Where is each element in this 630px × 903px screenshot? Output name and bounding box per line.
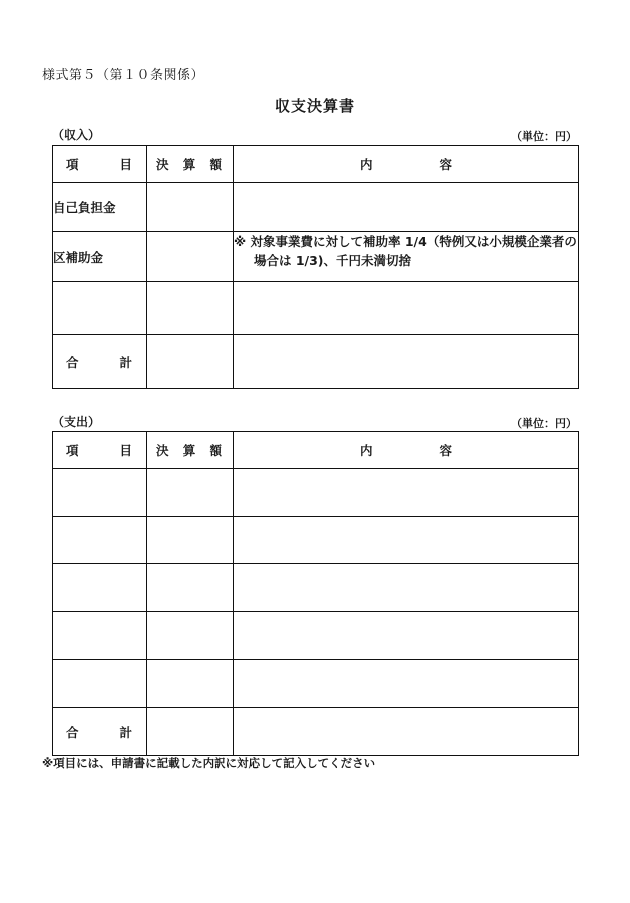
expense-item-cell[interactable] (53, 517, 147, 564)
income-header-item (53, 146, 147, 183)
header-amount-char: 額 (209, 157, 222, 172)
income-content-cell[interactable] (234, 282, 579, 335)
total-char: 合 (66, 354, 79, 370)
expense-item-cell[interactable] (53, 612, 147, 660)
income-table (52, 145, 579, 389)
expense-header-row (53, 432, 579, 469)
expense-total-row (53, 708, 579, 756)
expense-header-content (234, 432, 579, 469)
expense-total-label (53, 708, 147, 756)
expense-row (53, 660, 579, 708)
income-total-label (53, 335, 147, 389)
header-content-char: 内 (360, 443, 373, 458)
header-item-char: 項 (66, 443, 79, 458)
income-row-label: 区補助金 (53, 232, 147, 282)
header-item-char: 項 (66, 157, 79, 172)
header-amount-char: 決 (156, 443, 169, 458)
income-section-label: （収入） (52, 128, 101, 142)
income-amount-cell[interactable] (147, 183, 234, 232)
expense-amount-cell[interactable] (147, 517, 234, 564)
expense-content-cell[interactable] (234, 517, 579, 564)
header-amount-char: 算 (182, 157, 196, 172)
expense-row (53, 469, 579, 517)
income-row-self-burden (53, 183, 579, 232)
header-content-char: 内 (360, 157, 373, 172)
expense-item-cell[interactable] (53, 564, 147, 612)
expense-item-cell[interactable] (53, 469, 147, 517)
header-amount-char: 額 (209, 443, 222, 458)
expense-amount-cell[interactable] (147, 469, 234, 517)
header-amount-char: 決 (156, 157, 169, 172)
expense-item-cell[interactable] (53, 660, 147, 708)
document-title: 収支決算書 (274, 97, 355, 115)
income-row-label: 自己負担金 (53, 183, 147, 232)
expense-total-content-cell[interactable] (234, 708, 579, 756)
header-amount-char: 算 (182, 443, 196, 458)
expense-row (53, 612, 579, 660)
income-header-content (234, 146, 579, 183)
subsidy-note-line: 場合は 1/3)、千円未満切捨 (254, 253, 412, 268)
form-number: 様式第５（第１０条関係） (42, 68, 205, 83)
subsidy-note-line: ※ 対象事業費に対して補助率 1/4（特例又は小規模企業者の (234, 234, 577, 249)
expense-amount-cell[interactable] (147, 660, 234, 708)
expense-content-cell[interactable] (234, 660, 579, 708)
header-content-char: 容 (439, 157, 452, 172)
header-item-char: 目 (119, 157, 132, 172)
expense-row (53, 564, 579, 612)
expense-amount-cell[interactable] (147, 564, 234, 612)
expense-table (52, 431, 579, 756)
total-char: 計 (119, 354, 132, 370)
expense-section-label: （支出） (52, 415, 101, 429)
income-header-amount (147, 146, 234, 183)
income-amount-cell[interactable] (147, 232, 234, 282)
income-unit-label: （単位：円） (511, 130, 577, 143)
expense-content-cell[interactable] (234, 469, 579, 517)
total-char: 合 (66, 724, 79, 740)
subsidy-note-cell[interactable] (234, 232, 579, 282)
income-total-row (53, 335, 579, 389)
income-total-content-cell[interactable] (234, 335, 579, 389)
expense-unit-label: （単位：円） (511, 417, 577, 430)
expense-row (53, 517, 579, 564)
income-header-row (53, 146, 579, 183)
expense-content-cell[interactable] (234, 564, 579, 612)
expense-header-item (53, 432, 147, 469)
expense-total-amount-cell[interactable] (147, 708, 234, 756)
total-char: 計 (119, 724, 132, 740)
header-content-char: 容 (439, 443, 452, 458)
expense-header-amount (147, 432, 234, 469)
income-content-cell[interactable] (234, 183, 579, 232)
income-item-cell[interactable] (53, 282, 147, 335)
income-row-blank (53, 282, 579, 335)
expense-amount-cell[interactable] (147, 612, 234, 660)
expense-content-cell[interactable] (234, 612, 579, 660)
income-total-amount-cell[interactable] (147, 335, 234, 389)
income-amount-cell[interactable] (147, 282, 234, 335)
footer-note: ※項目には、申請書に記載した内訳に対応して記入してください (42, 756, 376, 770)
income-row-ward-subsidy (53, 232, 579, 282)
header-item-char: 目 (119, 443, 132, 458)
